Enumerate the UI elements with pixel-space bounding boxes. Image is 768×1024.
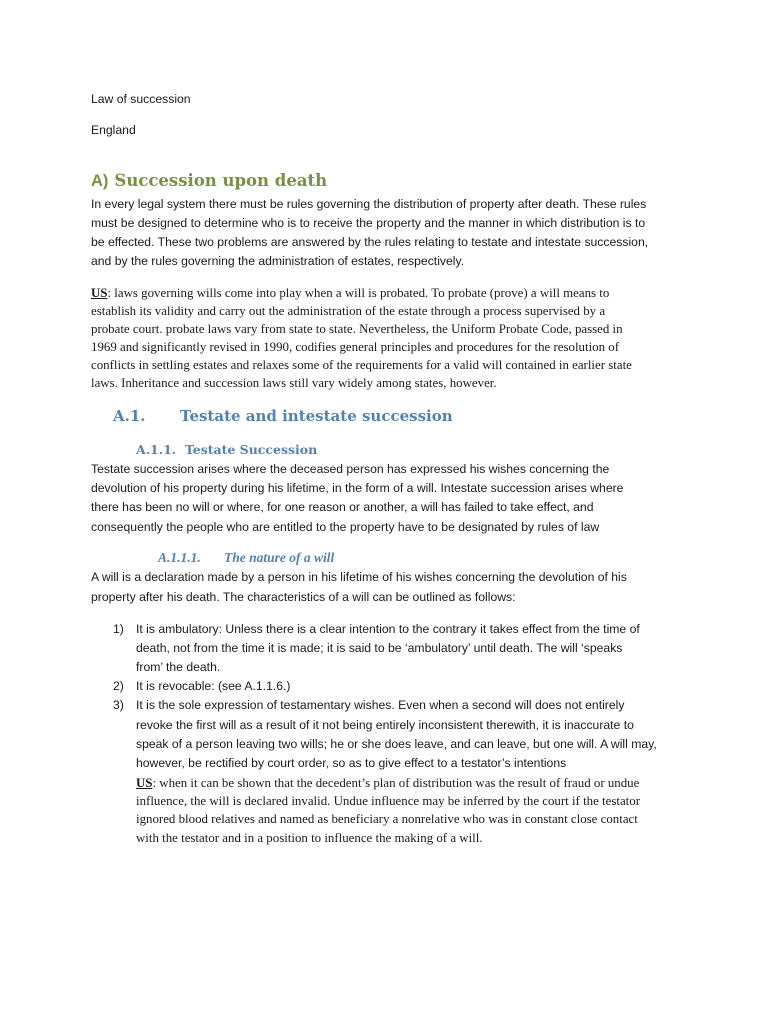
us-label: US xyxy=(91,286,108,300)
paragraph-line: and by the rules governing the administration of estates, respectively. xyxy=(91,254,465,268)
us-paragraph-line: establish its validity and carry out the administration of the estate through a process supervised by a xyxy=(91,304,606,318)
doc-jurisdiction-line: England xyxy=(91,123,136,137)
heading-number: A) xyxy=(91,172,109,190)
list-item-line: speak of a person leaving two wills; he or she does leave, and can leave, but one will. A will may, xyxy=(136,737,657,751)
doc-subject-line: Law of succession xyxy=(91,92,191,106)
paragraph-line: property after his death. The characteristics of a will can be outlined as follows: xyxy=(91,590,516,604)
heading-number-a111: A.1.1.1. xyxy=(158,550,201,565)
us-paragraph-line: US: laws governing wills come into play when a will is probated. To probate (prove) a will means to xyxy=(91,286,610,300)
paragraph-line: there has been no will or where, for one reason or another, a will has failed to take effect, and xyxy=(91,500,594,514)
us-list-line: influence, the will is declared invalid. Undue influence may be inferred by the court if the testator xyxy=(136,794,640,808)
list-item-line: revoke the first will as a result of it not being entirely inconsistent therewith, it is inaccurate to xyxy=(136,718,634,732)
list-item-line: death, not from the time it is made; it is said to be ‘ambulatory’ until death. The will ‘speaks xyxy=(136,641,623,655)
us-paragraph-line: conflicts in settling estates and relaxes some of the requirements for a valid will contained in earlier state xyxy=(91,358,632,372)
heading-title: Succession upon death xyxy=(114,171,328,190)
us-label: US xyxy=(136,776,153,790)
heading-section-a1: Testate and intestate succession xyxy=(180,407,453,425)
heading-section-a111: The nature of a will xyxy=(224,550,335,565)
paragraph-line: Testate succession arises where the deceased person has expressed his wishes concerning the xyxy=(91,462,610,476)
us-paragraph-line: probate court. probate laws vary from state to state. Nevertheless, the Uniform Probate Code, passed in xyxy=(91,322,623,336)
paragraph-line: must be designed to determine who is to receive the property and the manner in which distribution is to xyxy=(91,216,646,230)
list-number: 3) xyxy=(113,698,124,712)
list-item-line: from’ the death. xyxy=(136,660,221,674)
list-item-line: however, be rectified by court order, so as to give effect to a testator’s intentions xyxy=(136,756,567,770)
us-paragraph-line: laws. Inheritance and succession laws still vary widely among states, however. xyxy=(91,376,497,390)
paragraph-line: In every legal system there must be rules governing the distribution of property after death. These rules xyxy=(91,197,647,211)
paragraph-line: A will is a declaration made by a person in his lifetime of his wishes concerning the devolution of his xyxy=(91,570,627,584)
heading-section-a xyxy=(91,171,327,191)
list-number: 1) xyxy=(113,622,124,636)
paragraph-line: be effected. These two problems are answered by the rules relating to testate and intestate succession, xyxy=(91,235,649,249)
us-list-line: US: when it can be shown that the decedent’s plan of distribution was the result of fraud or undue xyxy=(136,776,640,790)
heading-section-a11: A.1.1. Testate Succession xyxy=(136,442,318,457)
paragraph-line: devolution of his property during his lifetime, in the form of a will. Intestate succession arises where xyxy=(91,481,624,495)
list-item-line: It is the sole expression of testamentary wishes. Even when a second will does not entirely xyxy=(136,698,625,712)
paragraph-line: consequently the people who are entitled to the property have to be designated by rules of law xyxy=(91,520,600,534)
list-item-line: It is revocable: (see A.1.1.6.) xyxy=(136,679,291,693)
list-number: 2) xyxy=(113,679,124,693)
us-list-line: with the testator and in a position to influence the making of a will. xyxy=(136,831,483,845)
us-paragraph-line: 1969 and significantly revised in 1990, codifies general principles and procedures for the resolution of xyxy=(91,340,620,354)
us-list-line: ignored blood relatives and named as beneficiary a nonrelative who was in constant close contact xyxy=(136,812,638,826)
list-item-line: It is ambulatory: Unless there is a clear intention to the contrary it takes effect from the time of xyxy=(136,622,640,636)
heading-number-a1: A.1. xyxy=(113,407,146,425)
